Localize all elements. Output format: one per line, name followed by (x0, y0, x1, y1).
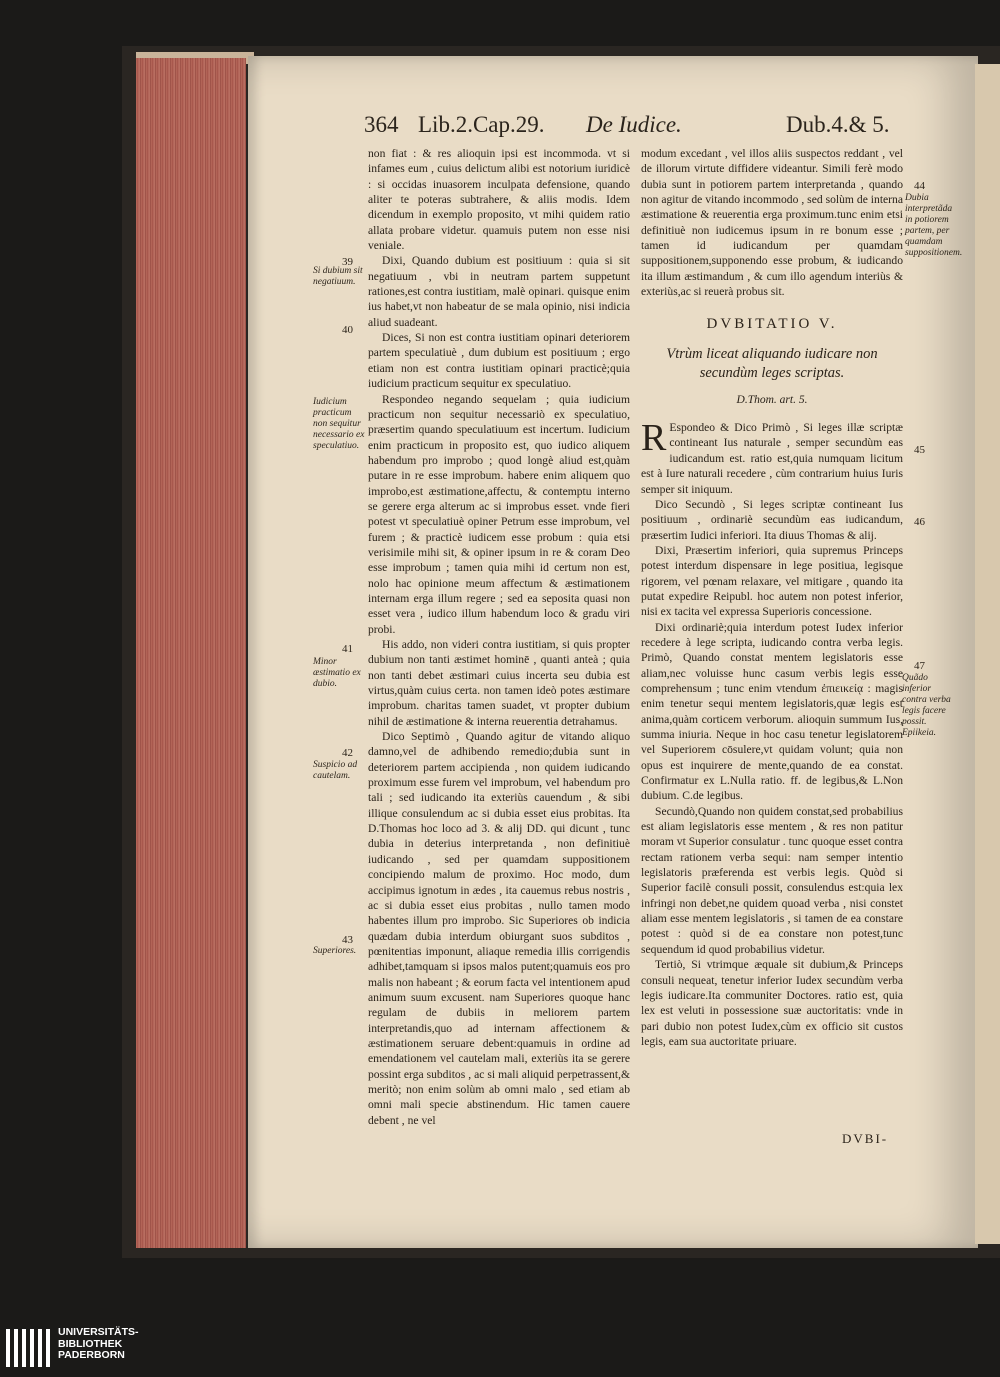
margin-number: 39 (342, 256, 353, 268)
section-reference: D.Thom. art. 5. (736, 393, 808, 406)
paragraph: modum excedant , vel illos aliis suspectos reddant , vel de illorum virtute diffidere videantur. Simili ferè modo dubia sunt in potiorem partem interpretanda , quando non agitur de vitando incommodo , sed solùm de interna æstimatione & reuerentia erga proximum.tunc enim etsi definitiuè non iudicemus ipsum in re bonum esse ; tamen id iudicandum per quamdam suppositionem,supponendo esse probum, & iudicando ita illum æstimandum , & cum illo agendum interiùs & exteriùs,ac si reuerà probus sit. (641, 147, 903, 299)
margin-note: Superiores. (313, 946, 357, 956)
paragraph: Dico Septimò , Quando agitur de vitando aliquo damno,vel de adhibendo remedio;dubia sunt in deteriorem partem accipienda , non quidem iudicando proximum esse furem vel improbum, vel habendum pro tali ; sed iudicando ita exteriùs cauendum , & sibi illique consulendum ac si dubia esset eius probitas. Ita D.Thomas hoc loco ad 3. & alij DD. qui dicunt , tunc dubia in deterius interpretanda , non definitiuè iudicando , sed per quamdam suppositionem concipiendo malum de proximo. Hoc modo, dum accipimus ignotum in ædes , ita cauemus rebus nostris , ac si dubia esset eius probitas , nullo tamen modo habentes illum pro improbo. Sic Superiores ob indicia quædam dubia interdum obiurgant suos subditos , pœnitentias imponunt, aliaque remedia illis corrigendis adhibet,tamquam si ipsos malos putent;quamuis eos pro malis non habeant ; & eorum facta vel intentionem apud animum suum excusent. nam Superiores quoque hanc regulam de dubiis in meliorem partem interpretandis,quo ad internam affectionem & æstimationem seruare debent:quamuis in ordine ad emendationem vel cautelam mali, exteriùs ita se gerere possint erga subditos , ac si mali aliquid perpetrassent,& meritò; non enim solùm ab omni malo , sed etiam ab omni mali specie abstinendum. Hic tamen cauere debent , ne vel (368, 730, 630, 1127)
paragraph: Dixi, Quando dubium est positiuum : quia si sit negatiuum , vbi in neutram partem suppetunt rationes,est contra iustitiam, malè opinari. quisque enim ius habet,vt non habeatur de se mala opinio, nisi indicia aliud suadeant. (368, 254, 630, 329)
page-number: 364 (364, 112, 399, 137)
paragraph: non fiat : & res alioquin ipsi est incommoda. vt si infames eum , cuius delictum alibi est notorium iuridicè : si occidas inuasorem inculpata defensione, quando aliter te poteras subtrahere, & aliis modis. Idem dicendum in exemplo proposito, vt mihi quidem ratio allata probare videtur. quamuis putem non esse nisi veniale. (368, 147, 630, 253)
chapter-label: Lib.2.Cap.29. (418, 112, 545, 137)
margin-number: 45 (914, 444, 925, 456)
section-question: Vtrùm liceat aliquando iudicare non secundùm leges scriptas. (666, 345, 878, 381)
running-title: De Iudice. (586, 112, 682, 137)
section-heading: DVBITATIO V. (706, 316, 838, 333)
paragraph: Tertiò, Si vtrimque æquale sit dubium,& Princeps consuli nequeat, tenetur inferior Iudex secundùm verba legis iudicare.Ita communiter Doctores. ratio est, quia lex est veluti in possessione suæ auctoritatis: vnde in pari dubio non potest Iudex,cùm ex officio sit custos legis, eam sua auctoritate priuare. (641, 958, 903, 1048)
dubia-label: Dub.4.& 5. (786, 112, 890, 137)
right-column (641, 146, 903, 1049)
paragraph: Dices, Si non est contra iustitiam opinari deteriorem partem speculatiuè , dum dubium est positiuum ; ergo etiam non est contra iustitiam opinari practicè;quia iudicium practicum sequitur ex speculatiuo. (368, 331, 630, 391)
page-edge (136, 58, 246, 1248)
margin-note: Dubia interpretãda in potiorem partem, per quamdam suppositionem. (905, 193, 963, 258)
margin-note: Quãdo inferior contra verba legis facere possit. Epiikeia. (902, 673, 951, 738)
margin-note: Iudicium practicum non sequitur necessario ex speculatiuo. (313, 397, 365, 451)
catchword: DVBI- (842, 1131, 889, 1146)
paragraph: Dico Secundò , Si leges scriptæ contineant Ius positiuum , ordinariè secundùm eas iudicandum, præsertim Iudici inferiori. Ita diuus Thomas & alij. (641, 497, 903, 542)
margin-number: 41 (342, 643, 353, 655)
paragraph: His addo, non videri contra iustitiam, si quis propter dubium non tanti æstimet hominē , quanti anteà ; quia non tanti debet æstimari cuius incerta seu dubia est virtus,quàm cuius certa. non tamen ideò potes æstimare improbum. charitas tamen suadet, vt propter dubium nihil de æstimatione & interna reuerentia detrahamus. (368, 638, 630, 728)
paragraph: Secundò,Quando non quidem constat,sed probabilius est aliam legislatoris esse mentem , & res non patitur moram vt Superior consulatur . tunc quoque esset contra rectam rationem verba sequi: nam semper intentio legislatoris præferenda est verbis legis. Quòd si Superior facilè consuli possit, consulendus est:quia lex infringi non debet,ne quidem quoad verba , nisi constet aliam esse mentem legislatoris , si tamen de ea constare potest : quòd si de ea constare non potest,tunc sequendum id quod probabilius videtur. (641, 804, 903, 956)
margin-note: Si dubium sit negatiuum. (313, 266, 363, 287)
paragraph: Dixi ordinariè;quia interdum potest Iudex inferior recedere à lege scripta, iudicando contra verba legis. Primò, Quando constat mentem legislatoris esse aliam,nec voluisse hunc casum verbis legis esse comprehensum ; tunc enim vtendum ἐπιεικείᾳ : magis enim tenetur sequi mentem legislatoris,quæ legis est anima,quàm corticem verborum. alioquin summum Ius, summa iniuria. Neque in hoc casu tenetur legislatorem vel Superiorem cōsulere,vt quidam volunt; quia non opus est inquirere de mente,quando de ea constat. Confirmatur ex L.Nulla ratio. ff. de legibus,& L.Non dubium. C.de legibus. (641, 620, 903, 803)
library-logo-text: UNIVERSITÄTS- BIBLIOTHEK PADERBORN (58, 1326, 139, 1362)
margin-number: 40 (342, 324, 353, 336)
margin-number: 47 (914, 660, 925, 672)
next-page-edge (975, 64, 1000, 1244)
paragraph: Espondeo & Dico Primò , Si leges illæ scriptæ contineant Ius naturale , semper secundùm eas iudicandum est. ratio est,quia numquam licitum est à Iure naturali recedere , cùm contrarium huius Iuris semper sit iniquum. (641, 421, 903, 496)
paragraph: Dixi, Præsertim inferiori, quia supremus Princeps potest interdum dispensare in lege positiua, legisque rigorem, vel pœnam relaxare, vel mitigare , quando ita putat expedire Reipubl. hoc autem non potest inferior, nisi ex tacita vel expressa Superioris concessione. (641, 543, 903, 619)
running-header (364, 112, 894, 146)
margin-number: 46 (914, 516, 925, 528)
paragraph: Respondeo negando sequelam ; quia iudicium practicum non sequitur necessariò ex speculatiuo, præsertim quando speculatiuum est incertum. Iudicium enim practicum in proposito est, quo iudico aliquem habendum pro improbo ; quod longè aliud est,quàm putare in re esse improbum. habere enim aliquem quo improbo,est æstimatione,affectu, & contemptu interno se gerere erga alterum ac si improbus esset. vnde fieri potest vt speculatiuè opiner Petrum esse improbum, vel furem ; & practicè iudicem esse probum : quia etsi verisimile mihi sit, & opiner ipsum in re & coram Deo esse improbum ; tamen quia mihi id certum non est, nolo hac opinione meum affectum & æstimationem internam erga illum regere ; sed ea seposita quasi non esset vera , iudico illum habendum loco & gradu viri probi. (368, 392, 630, 636)
margin-number: 44 (914, 180, 925, 192)
margin-note: Minor æstimatio ex dubio. (313, 657, 361, 689)
margin-number: 43 (342, 934, 353, 946)
library-logo (0, 1327, 160, 1367)
left-column (368, 146, 630, 1128)
library-logo-icon (6, 1329, 52, 1367)
margin-number: 42 (342, 747, 353, 759)
drop-cap: R (641, 417, 667, 460)
margin-note: Suspicio ad cautelam. (313, 760, 358, 781)
